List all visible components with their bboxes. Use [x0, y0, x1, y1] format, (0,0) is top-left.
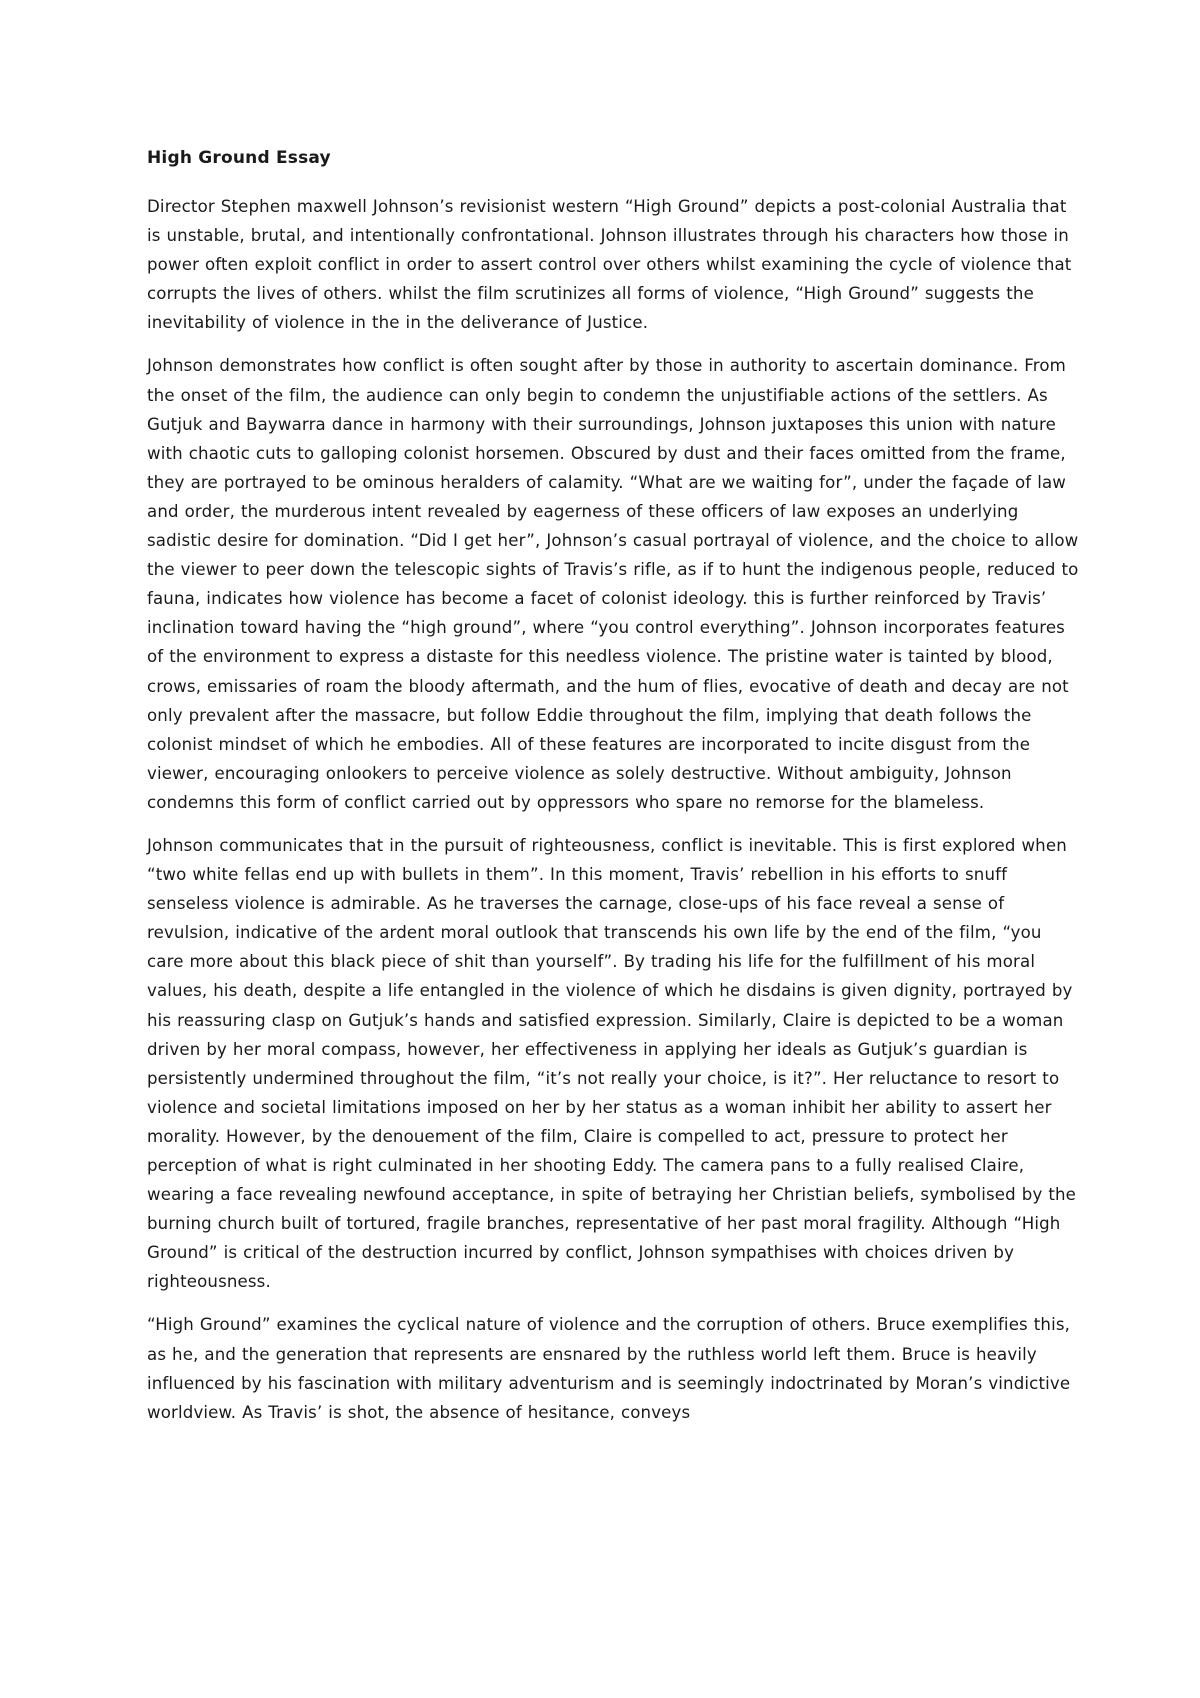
paragraph-introduction: Director Stephen maxwell Johnson’s revisionist western “High Ground” depicts a post-colonial Australia that is unstable, brutal, and intentionally confrontational. Johnson illustrates through his characters how those in power often exploit conflict in order to assert control over others whilst examining the cycle of violence that corrupts the lives of others. whilst the film scrutinizes all forms of violence, “High Ground” suggests the inevitability of violence in the in the deliverance of Justice.	[147, 197, 1072, 333]
essay-title: High Ground Essay	[147, 148, 331, 168]
paragraph-body-1: Johnson demonstrates how conflict is often sought after by those in authority to ascertain dominance. From the onset of the film, the audience can only begin to condemn the unjustifiable actions of the settlers. As Gutjuk and Baywarra dance in harmony with their surroundings, Johnson juxtaposes this union with nature with chaotic cuts to galloping colonist horsemen. Obscured by dust and their faces omitted from the frame, they are portrayed to be ominous heralders of calamity. “What are we waiting for”, under the façade of law and order, the murderous intent revealed by eagerness of these officers of law exposes an underlying sadistic desire for domination. “Did I get her”, Johnson’s casual portrayal of violence, and the choice to allow the viewer to peer down the telescopic sights of Travis’s rifle, as if to hunt the indigenous people, reduced to fauna, indicates how violence has become a facet of colonist ideology. this is further reinforced by Travis’ inclination toward having the “high ground”, where “you control everything”. Johnson incorporates features of the environment to express a distaste for this needless violence. The pristine water is tainted by blood, crows, emissaries of roam the bloody aftermath, and the hum of flies, evocative of death and decay are not only prevalent after the massacre, but follow Eddie throughout the film, implying that death follows the colonist mindset of which he embodies. All of these features are incorporated to incite disgust from the viewer, encouraging onlookers to perceive violence as solely destructive. Without ambiguity, Johnson condemns this form of conflict carried out by oppressors who spare no remorse for the blameless.	[147, 356, 1079, 812]
paragraph-body-2: Johnson communicates that in the pursuit of righteousness, conflict is inevitable. This is first explored when “two white fellas end up with bullets in them”. In this moment, Travis’ rebellion in his efforts to snuff senseless violence is admirable. As he traverses the carnage, close-ups of his face reveal a sense of revulsion, indicative of the ardent moral outlook that transcends his own life by the end of the film, “you care more about this black piece of shit than yourself”. By trading his life for the fulfillment of his moral values, his death, despite a life entangled in the violence of which he disdains is given dignity, portrayed by his reassuring clasp on Gutjuk’s hands and satisfied expression. Similarly, Claire is depicted to be a woman driven by her moral compass, however, her effectiveness in applying her ideals as Gutjuk’s guardian is persistently undermined throughout the film, “it’s not really your choice, is it?”. Her reluctance to resort to violence and societal limitations imposed on her by her status as a woman inhibit her ability to assert her morality. However, by the denouement of the film, Claire is compelled to act, pressure to protect her perception of what is right culminated in her shooting Eddy. The camera pans to a fully realised Claire, wearing a face revealing newfound acceptance, in spite of betraying her Christian beliefs, symbolised by the burning church built of tortured, fragile branches, representative of her past moral fragility. Although “High Ground” is critical of the destruction incurred by conflict, Johnson sympathises with choices driven by righteousness.	[147, 835, 1077, 1292]
paragraph-body-3: “High Ground” examines the cyclical nature of violence and the corruption of others. Bruce exemplifies this, as he, and the generation that represents are ensnared by the ruthless world left them. Bruce is heavily influenced by his fascination with military adventurism and is seemingly indoctrinated by Moran’s vindictive worldview. As Travis’ is shot, the absence of hesitance, conveys	[147, 1315, 1071, 1422]
